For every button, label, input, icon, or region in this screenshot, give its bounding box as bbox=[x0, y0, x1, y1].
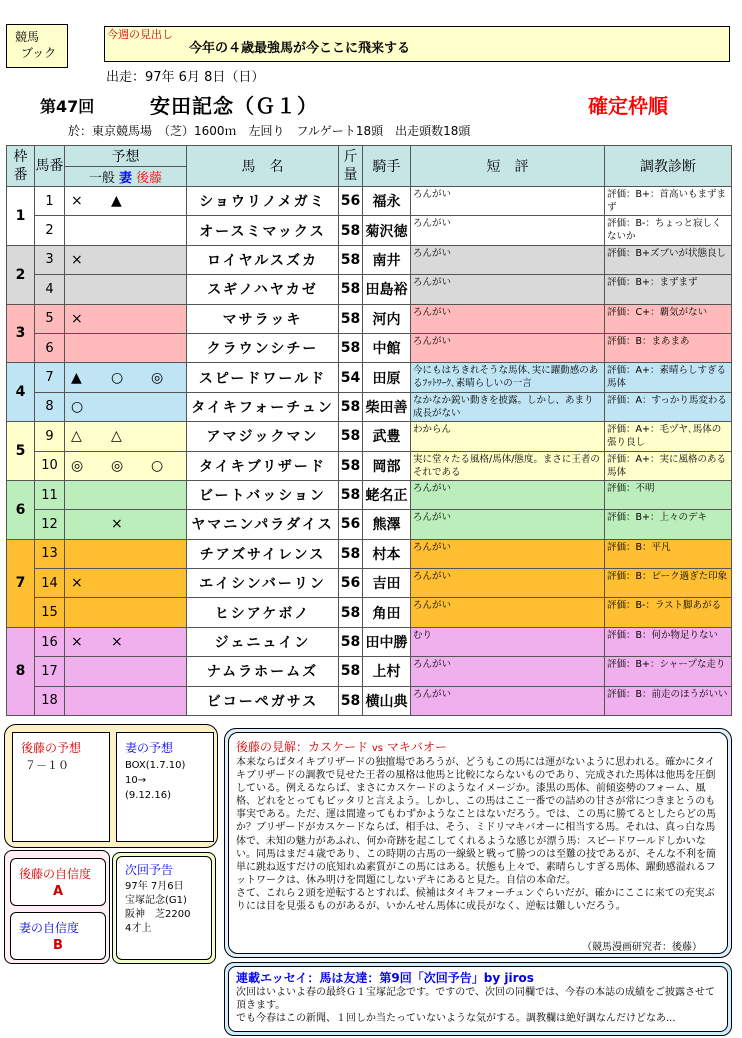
training-diagnosis: 評価：A+：素晴らしすぎる馬体 bbox=[605, 363, 732, 392]
table-row bbox=[7, 539, 732, 568]
prediction-marks bbox=[65, 627, 187, 656]
horse-name: ジェニュイン bbox=[187, 627, 339, 656]
horse-number: 5 bbox=[35, 304, 65, 333]
prediction-marks bbox=[65, 480, 187, 509]
horse-name: ショウリノメガミ bbox=[187, 187, 339, 216]
prediction-marks bbox=[65, 275, 187, 304]
short-comment: ろんがい bbox=[411, 598, 605, 627]
training-diagnosis: 評価：C+：覇気がない bbox=[605, 304, 732, 333]
short-comment: ろんがい bbox=[411, 216, 605, 245]
table-row bbox=[7, 627, 732, 656]
weight: 58 bbox=[339, 422, 363, 451]
training-diagnosis: 評価：B：平凡 bbox=[605, 539, 732, 568]
short-comment: わからん bbox=[411, 422, 605, 451]
training-diagnosis: 評価：B+：まずまず bbox=[605, 275, 732, 304]
prediction-general: ○ bbox=[71, 398, 84, 415]
weight: 56 bbox=[339, 187, 363, 216]
weight: 58 bbox=[339, 392, 363, 421]
weight: 58 bbox=[339, 245, 363, 274]
training-diagnosis: 評価：A+：毛ヅヤ､馬体の張り良し bbox=[605, 422, 732, 451]
jockey: 福永 bbox=[363, 187, 411, 216]
waku-number: 2 bbox=[7, 245, 35, 304]
horse-number: 10 bbox=[35, 451, 65, 480]
jockey: 菊沢徳 bbox=[363, 216, 411, 245]
training-diagnosis: 評価：B：まあまあ bbox=[605, 333, 732, 362]
race-date: 出走：97年 6月 8日（日） bbox=[106, 70, 265, 85]
horse-number: 14 bbox=[35, 569, 65, 598]
jockey: 岡部 bbox=[363, 451, 411, 480]
prediction-marks bbox=[65, 187, 187, 216]
short-comment: ろんがい bbox=[411, 510, 605, 539]
horse-number: 15 bbox=[35, 598, 65, 627]
jockey: 中館 bbox=[363, 333, 411, 362]
race-number: 第47回 bbox=[40, 97, 95, 116]
table-row bbox=[7, 569, 732, 598]
goto-prediction-body: ７－１０ bbox=[25, 759, 69, 772]
waku-number: 1 bbox=[7, 187, 35, 246]
logo bbox=[6, 24, 68, 68]
prediction-general: △ bbox=[71, 428, 82, 445]
jockey: 田原 bbox=[363, 363, 411, 392]
headline-text: 今年の４歳最強馬が今ここに飛来する bbox=[189, 41, 411, 56]
entry-table bbox=[6, 145, 732, 716]
horse-number: 16 bbox=[35, 627, 65, 656]
prediction-general: ◎ bbox=[71, 457, 84, 474]
short-comment: ろんがい bbox=[411, 686, 605, 715]
prediction-wife: × bbox=[111, 634, 123, 651]
horse-number: 2 bbox=[35, 216, 65, 245]
weight: 58 bbox=[339, 598, 363, 627]
wife-prediction-title: 妻の予想 bbox=[125, 741, 174, 755]
weight: 58 bbox=[339, 627, 363, 656]
weight: 58 bbox=[339, 451, 363, 480]
jockey: 蛯名正 bbox=[363, 480, 411, 509]
header-pred-goto: 後藤 bbox=[136, 171, 163, 186]
jockey: 南井 bbox=[363, 245, 411, 274]
horse-name: ロイヤルスズカ bbox=[187, 245, 339, 274]
wife-confidence-title: 妻の自信度 bbox=[19, 921, 80, 935]
short-comment: ろんがい bbox=[411, 657, 605, 686]
horse-name: エイシンバーリン bbox=[187, 569, 339, 598]
training-diagnosis: 評価：B：前走のほうがいい bbox=[605, 686, 732, 715]
weight: 54 bbox=[339, 363, 363, 392]
race-info: 於：東京競馬場 （芝）1600ｍ 左回り フルゲート18頭 出走頭数18頭 bbox=[68, 124, 471, 138]
headline-tag: 今週の見出し bbox=[107, 28, 173, 41]
jockey: 角田 bbox=[363, 598, 411, 627]
training-diagnosis: 評価：A+：実に風格のある馬体 bbox=[605, 451, 732, 480]
logo-line1: 競馬 bbox=[15, 30, 40, 44]
wife-prediction-box bbox=[116, 732, 214, 842]
prediction-general: × bbox=[71, 251, 83, 268]
horse-number: 11 bbox=[35, 480, 65, 509]
waku-number: 7 bbox=[7, 539, 35, 627]
prediction-marks bbox=[65, 216, 187, 245]
table-row bbox=[7, 216, 732, 245]
training-diagnosis: 評価：B+：上々のデキ bbox=[605, 510, 732, 539]
next-preview-box bbox=[116, 856, 212, 960]
short-comment: 実に堂々たる風格/馬体/態度。まさに王者のそれである bbox=[411, 451, 605, 480]
jockey: 吉田 bbox=[363, 569, 411, 598]
training-diagnosis: 評価：B：ピーク過ぎた印象 bbox=[605, 569, 732, 598]
header-jockey: 騎手 bbox=[363, 146, 411, 187]
goto-confidence-title: 後藤の自信度 bbox=[19, 867, 92, 881]
prediction-goto: ◎ bbox=[151, 369, 164, 386]
header-weight: 斤量 bbox=[339, 146, 363, 187]
weight: 58 bbox=[339, 686, 363, 715]
horse-number: 9 bbox=[35, 422, 65, 451]
goto-confidence-box bbox=[10, 858, 106, 906]
short-comment: 今にもはちきれそうな馬体､実に躍動感のあるﾌｯﾄﾜｰｸ､素晴らしいの一言 bbox=[411, 363, 605, 392]
prediction-marks bbox=[65, 451, 187, 480]
table-row bbox=[7, 392, 732, 421]
horse-number: 12 bbox=[35, 510, 65, 539]
horse-number: 6 bbox=[35, 333, 65, 362]
weight: 58 bbox=[339, 304, 363, 333]
header-waku: 枠番 bbox=[7, 146, 35, 187]
short-comment: ろんがい bbox=[411, 539, 605, 568]
goto-confidence-value: A bbox=[52, 884, 64, 899]
waku-number: 6 bbox=[7, 480, 35, 539]
short-comment: ろんがい bbox=[411, 480, 605, 509]
prediction-marks bbox=[65, 363, 187, 392]
table-row bbox=[7, 510, 732, 539]
short-comment: ろんがい bbox=[411, 245, 605, 274]
goto-prediction-title: 後藤の予想 bbox=[21, 741, 82, 755]
entry-body bbox=[7, 187, 732, 716]
horse-number: 8 bbox=[35, 392, 65, 421]
weight: 58 bbox=[339, 657, 363, 686]
horse-number: 17 bbox=[35, 657, 65, 686]
jockey: 上村 bbox=[363, 657, 411, 686]
table-row bbox=[7, 187, 732, 216]
final-draw-label: 確定枠順 bbox=[588, 94, 668, 118]
waku-number: 3 bbox=[7, 304, 35, 363]
jockey: 柴田善 bbox=[363, 392, 411, 421]
short-comment: ろんがい bbox=[411, 275, 605, 304]
prediction-general: × bbox=[71, 310, 83, 327]
table-row bbox=[7, 657, 732, 686]
view-signature: （競馬漫画研究者：後藤） bbox=[582, 942, 702, 953]
view-title-main: 後藤の見解：カスケード bbox=[236, 740, 369, 754]
prediction-general: × bbox=[71, 634, 83, 651]
essay-title: 連載エッセイ：馬は友達：第9回「次回予告」by jiros bbox=[236, 971, 534, 985]
header-pred-sub bbox=[65, 167, 187, 187]
prediction-marks bbox=[65, 510, 187, 539]
weight: 58 bbox=[339, 480, 363, 509]
view-body: 本来ならばタイキブリザードの独擅場であろうが、どうもこの馬には運がないように思われる。確かにタイキブリザードの調教で見せた王者の風格は他馬と比較にならないものであり、完成された馬体は他馬を圧倒している。例えるならば、まさにカスケードのようなイメージか。漆黒の馬体、前傾姿勢のフォーム、風格、どれをとってもピッタリと言えよう。しかし、この馬はここ一番での詰めの甘さが常につきまとうのも事実である。ただ、運は間違ってもわずかようなことはないだろう。では、この馬に勝てるとしたらどの馬か？ブリザードがカスケードならば、相手は、そう、ミドリマキバオーに相当する馬。それは、真っ白な馬体で、未知の魅力があふれ、何か奇跡を起こしてくれるような感じが漂う馬：スピードワールドしかいない。同馬はまだ４歳であり、この時期の古馬の一線級と戦って勝つのは至難の技であるが、そんな不利を簡単に跳ね返すだけの底知れぬ素質がこの馬にはある。状態も上々で、素晴らしすぎる馬体、躍動感溢れるフットワークは、休み明けを問題にしないデキにあると見た。自信の本命だ。 さて、これら２頭を逆転するとすれば、候補はタイキフォーチュンぐらいだが、確かにここに来ての充実ぶりには目を見張るものがあるが、いかんせん馬体に成長がなく、逆転は難しいだろう。 bbox=[236, 757, 716, 913]
horse-name: アマジックマン bbox=[187, 422, 339, 451]
horse-name: オースミマックス bbox=[187, 216, 339, 245]
short-comment: なかなか鋭い動きを披露。しかし、あまり成長がない bbox=[411, 392, 605, 421]
horse-number: 18 bbox=[35, 686, 65, 715]
table-row bbox=[7, 275, 732, 304]
prediction-marks bbox=[65, 245, 187, 274]
prediction-marks bbox=[65, 569, 187, 598]
weight: 56 bbox=[339, 569, 363, 598]
short-comment: ろんがい bbox=[411, 187, 605, 216]
horse-name: チアズサイレンス bbox=[187, 539, 339, 568]
table-row bbox=[7, 422, 732, 451]
prediction-marks bbox=[65, 304, 187, 333]
prediction-goto: ○ bbox=[151, 457, 164, 474]
table-row bbox=[7, 686, 732, 715]
prediction-wife: × bbox=[111, 516, 123, 533]
horse-number: 13 bbox=[35, 539, 65, 568]
header-pred: 予想 bbox=[65, 146, 187, 167]
horse-name: タイキブリザード bbox=[187, 451, 339, 480]
table-row bbox=[7, 480, 732, 509]
training-diagnosis: 評価：B：何か物足りない bbox=[605, 627, 732, 656]
prediction-wife: ▲ bbox=[111, 193, 122, 210]
jockey: 横山典 bbox=[363, 686, 411, 715]
prediction-general: × bbox=[71, 193, 83, 210]
table-row bbox=[7, 304, 732, 333]
horse-name: ビートバッション bbox=[187, 480, 339, 509]
weight: 56 bbox=[339, 510, 363, 539]
header-pred-wife: 妻 bbox=[118, 171, 132, 186]
goto-prediction-box bbox=[12, 732, 110, 842]
table-row bbox=[7, 245, 732, 274]
prediction-marks bbox=[65, 392, 187, 421]
waku-number: 5 bbox=[7, 422, 35, 481]
weight: 58 bbox=[339, 216, 363, 245]
horse-number: 3 bbox=[35, 245, 65, 274]
horse-number: 1 bbox=[35, 187, 65, 216]
prediction-wife: △ bbox=[111, 428, 122, 445]
prediction-marks bbox=[65, 539, 187, 568]
horse-number: 4 bbox=[35, 275, 65, 304]
horse-name: ナムラホームズ bbox=[187, 657, 339, 686]
short-comment: ろんがい bbox=[411, 333, 605, 362]
horse-name: スギノハヤカゼ bbox=[187, 275, 339, 304]
prediction-general: ▲ bbox=[71, 369, 82, 386]
waku-number: 4 bbox=[7, 363, 35, 422]
jockey: 河内 bbox=[363, 304, 411, 333]
header-pred-general: 一般 bbox=[88, 171, 115, 186]
prediction-marks bbox=[65, 598, 187, 627]
short-comment: ろんがい bbox=[411, 569, 605, 598]
race-name: 安田記念（Ｇ１） bbox=[150, 94, 318, 118]
weight: 58 bbox=[339, 539, 363, 568]
wife-confidence-value: B bbox=[53, 938, 63, 953]
prediction-marks bbox=[65, 657, 187, 686]
waku-number: 8 bbox=[7, 627, 35, 715]
short-comment: むり bbox=[411, 627, 605, 656]
table-row bbox=[7, 363, 732, 392]
training-diagnosis: 評価：B-：ちょっと寂しくないか bbox=[605, 216, 732, 245]
training-diagnosis: 評価：B+ズブいが状態良し bbox=[605, 245, 732, 274]
weight: 58 bbox=[339, 275, 363, 304]
wife-confidence-box bbox=[10, 912, 106, 960]
logo-line2: ブック bbox=[21, 46, 57, 60]
training-diagnosis: 評価：不明 bbox=[605, 480, 732, 509]
headline-box bbox=[104, 26, 730, 62]
prediction-marks bbox=[65, 686, 187, 715]
table-row bbox=[7, 451, 732, 480]
jockey: 田中勝 bbox=[363, 627, 411, 656]
wife-prediction-body: BOX(1.7.10) 10→ (9.12.16) bbox=[125, 760, 186, 801]
next-preview-body: 97年 7月6日 宝塚記念(G1) 阪神 芝2200 4才上 bbox=[125, 881, 191, 934]
weight: 58 bbox=[339, 333, 363, 362]
prediction-general: × bbox=[71, 575, 83, 592]
horse-name: ヒシアケボノ bbox=[187, 598, 339, 627]
training-diagnosis: 評価：B+：首高いもまずまず bbox=[605, 187, 732, 216]
jockey: 武豊 bbox=[363, 422, 411, 451]
prediction-marks bbox=[65, 422, 187, 451]
horse-name: ビコーペガサス bbox=[187, 686, 339, 715]
jockey: 田島裕 bbox=[363, 275, 411, 304]
training-diagnosis: 評価：B+：シャープな走り bbox=[605, 657, 732, 686]
view-title-rival: マキバオー bbox=[386, 740, 447, 754]
next-preview-title: 次回予告 bbox=[125, 863, 174, 877]
horse-name: スピードワールド bbox=[187, 363, 339, 392]
prediction-wife: ◎ bbox=[111, 457, 124, 474]
table-row bbox=[7, 333, 732, 362]
header-comment: 短 評 bbox=[411, 146, 605, 187]
header-uma: 馬番 bbox=[35, 146, 65, 187]
jockey: 村本 bbox=[363, 539, 411, 568]
jockey: 熊澤 bbox=[363, 510, 411, 539]
horse-name: ヤマニンパラダイス bbox=[187, 510, 339, 539]
header-horse: 馬 名 bbox=[187, 146, 339, 187]
view-title-vs: vs bbox=[371, 743, 383, 754]
view-title bbox=[236, 738, 447, 755]
training-diagnosis: 評価：A：すっかり馬変わる bbox=[605, 392, 732, 421]
horse-name: クラウンシチー bbox=[187, 333, 339, 362]
horse-name: マサラッキ bbox=[187, 304, 339, 333]
prediction-marks bbox=[65, 333, 187, 362]
table-row bbox=[7, 598, 732, 627]
prediction-wife: ○ bbox=[111, 369, 124, 386]
horse-number: 7 bbox=[35, 363, 65, 392]
essay-body: 次回はいよいよ春の最終Ｇ１宝塚記念です。ですので、次回の同欄では、今春の本誌の成績をご披露させて頂きます。 でも今春はこの新聞、１回しか当たっていないような気がする。調教欄は絶好調なんだけどなあ... bbox=[236, 987, 715, 1024]
short-comment: ろんがい bbox=[411, 304, 605, 333]
header-training: 調教診断 bbox=[605, 146, 732, 187]
horse-name: タイキフォーチュン bbox=[187, 392, 339, 421]
training-diagnosis: 評価：B-：ラスト脚あがる bbox=[605, 598, 732, 627]
